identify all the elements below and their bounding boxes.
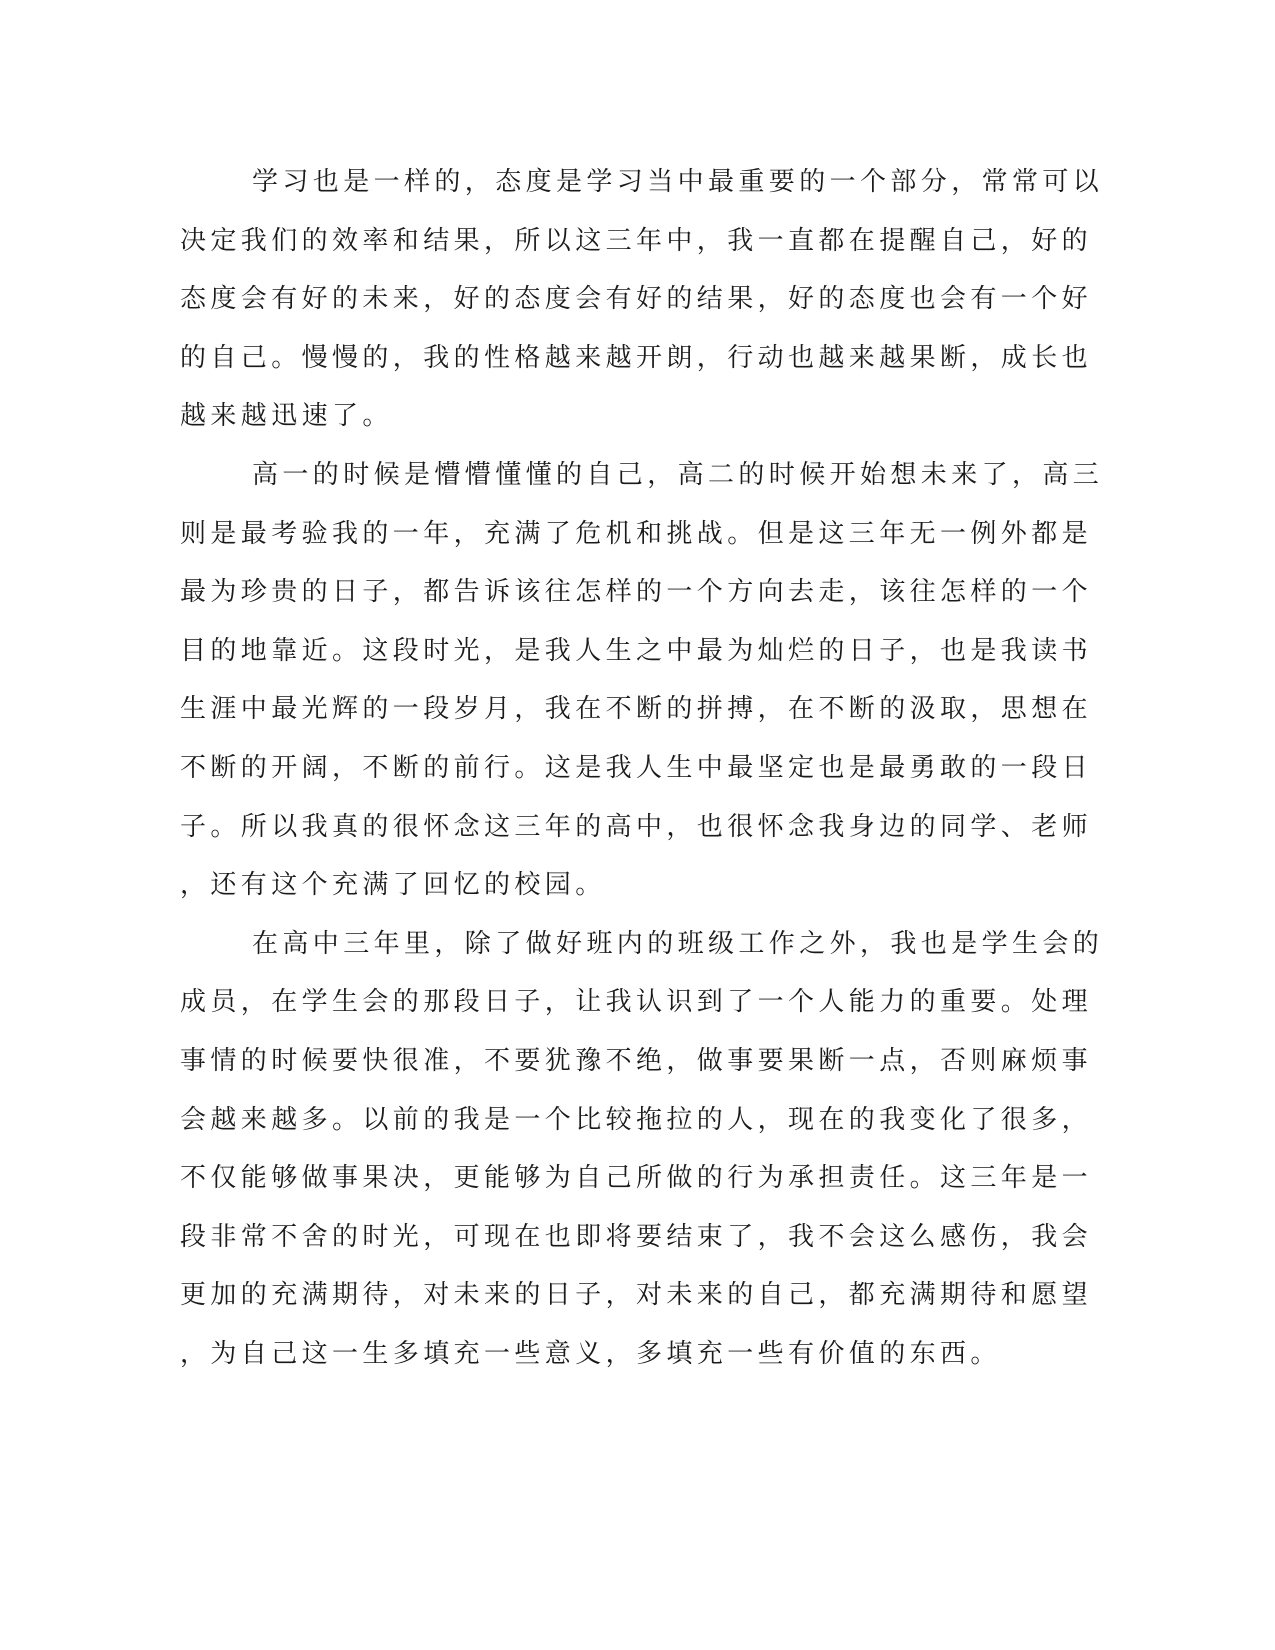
- document-body: [180, 153, 1104, 1383]
- paragraph-line: 在高中三年里，除了做好班内的班级工作之外，我也是学生会的: [252, 928, 1104, 959]
- paragraph-line: 子。所以我真的很怀念这三年的高中，也很怀念我身边的同学、老师: [180, 811, 1093, 842]
- paragraph-line: 越来越迅速了。: [180, 401, 393, 432]
- paragraph-line: 高一的时候是懵懵懂懂的自己，高二的时候开始想未来了，高三: [252, 459, 1104, 490]
- paragraph-three-years: [180, 446, 1104, 915]
- paragraph-line: ，还有这个充满了回忆的校园。: [180, 870, 606, 901]
- paragraph-line: 最为珍贵的日子，都告诉该往怎样的一个方向去走，该往怎样的一个: [180, 577, 1093, 608]
- paragraph-line: 学习也是一样的，态度是学习当中最重要的一个部分，常常可以: [252, 167, 1104, 197]
- paragraph-line: 生涯中最光辉的一段岁月，我在不断的拼搏，在不断的汲取，思想在: [180, 694, 1093, 725]
- paragraph-line: ，为自己这一生多填充一些意义，多填充一些有价值的东西。: [180, 1338, 1001, 1369]
- paragraph-line: 成员，在学生会的那段日子，让我认识到了一个人能力的重要。处理: [180, 987, 1093, 1018]
- paragraph-line: 决定我们的效率和结果，所以这三年中，我一直都在提醒自己，好的: [180, 225, 1093, 256]
- paragraph-line: 段非常不舍的时光，可现在也即将要结束了，我不会这么感伤，我会: [180, 1221, 1093, 1252]
- paragraph-line: 更加的充满期待，对未来的日子，对未来的自己，都充满期待和愿望: [180, 1280, 1093, 1311]
- paragraph-line: 事情的时候要快很准，不要犹豫不绝，做事要果断一点，否则麻烦事: [180, 1045, 1093, 1076]
- paragraph-line: 会越来越多。以前的我是一个比较拖拉的人，现在的我变化了很多，: [180, 1104, 1093, 1135]
- paragraph-student-union: [180, 915, 1104, 1384]
- paragraph-line: 不断的开阔，不断的前行。这是我人生中最坚定也是最勇敢的一段日: [180, 752, 1093, 783]
- paragraph-line: 不仅能够做事果决，更能够为自己所做的行为承担责任。这三年是一: [180, 1163, 1093, 1194]
- paragraph-line: 则是最考验我的一年，充满了危机和挑战。但是这三年无一例外都是: [180, 518, 1093, 549]
- paragraph-line: 目的地靠近。这段时光，是我人生之中最为灿烂的日子，也是我读书: [180, 635, 1093, 666]
- paragraph-attitude: [180, 153, 1104, 446]
- paragraph-line: 态度会有好的未来，好的态度会有好的结果，好的态度也会有一个好: [180, 284, 1093, 315]
- paragraph-line: 的自己。慢慢的，我的性格越来越开朗，行动也越来越果断，成长也: [180, 342, 1093, 373]
